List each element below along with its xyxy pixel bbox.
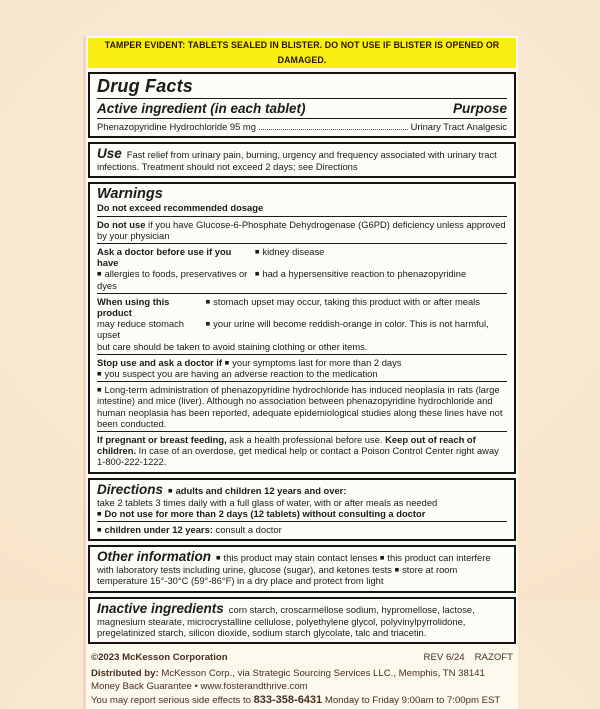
use-heading: Use <box>97 146 122 162</box>
tamper-evident-banner: TAMPER EVIDENT: TABLETS SEALED IN BLISTER. DO NOT USE IF BLISTER IS OPENED OR DAMAGED. <box>88 38 516 68</box>
ask-doctor-block <box>97 246 507 291</box>
inactive-ingredients-heading: Inactive ingredients <box>97 600 224 616</box>
adults-heading <box>168 485 346 496</box>
when-using-item-continuation: but care should be taken to avoid staining clothing or other items. <box>97 340 368 352</box>
ask-doctor-item-text: allergies to foods, preservatives or dyes <box>97 268 248 291</box>
pregnancy-bold: If pregnant or breast feeding, <box>97 434 227 446</box>
bullet-square-icon: ■ <box>97 508 102 518</box>
ingredient-name: Phenazopyridine Hydrochloride 95 mg <box>97 121 256 132</box>
bullet-square-icon: ■ <box>168 485 173 495</box>
children-heading: children under 12 years: <box>104 524 213 536</box>
divider <box>97 118 507 119</box>
purpose-heading: Purpose <box>452 101 507 116</box>
when-using-item-text: stomach upset may occur, taking this product with or after meals <box>213 295 480 307</box>
ask-doctor-item-text: had a hypersensitive reaction to phenazopyridine <box>262 268 467 280</box>
purpose-value: Urinary Tract Analgesic <box>410 121 507 132</box>
directions-paragraph <box>97 482 507 519</box>
side-effects-line <box>91 694 513 708</box>
divider <box>97 293 507 294</box>
drug-facts-header-box <box>88 72 516 138</box>
inactive-ingredients-box <box>88 597 516 644</box>
copyright-text: ©2023 McKesson Corporation <box>91 652 228 664</box>
divider <box>97 216 507 217</box>
inactive-ingredients-text: corn starch, croscarmellose sodium, hypromellose, lactose, magnesium stearate, microcrystalline cellulose, polyethylene glycol, polyvinylpyrrolidone, pregelatinized starch, silicon dioxide, sodium starch glycolate, talc and triacetin. <box>97 603 475 638</box>
use-box <box>88 142 516 178</box>
bullet-square-icon: ■ <box>216 553 221 563</box>
active-ingredient-heading: Active ingredient (in each tablet) <box>97 101 306 116</box>
use-paragraph <box>97 146 507 172</box>
pregnancy-warning <box>97 434 507 468</box>
distributed-by-text: McKesson Corp., via Strategic Sourcing Services LLC., Memphis, TN 38141 <box>158 667 485 679</box>
ask-doctor-item-text: kidney disease <box>262 246 325 258</box>
dotted-leader <box>259 129 408 130</box>
active-ingredient-row <box>97 121 507 132</box>
manufacturer-footer <box>88 651 516 707</box>
warnings-subheading: Do not exceed recommended dosage <box>97 202 264 214</box>
when-using-item <box>206 296 507 318</box>
side-effects-pre: You may report serious side effects to <box>91 694 254 706</box>
bullet-square-icon: ■ <box>254 247 260 257</box>
divider <box>97 381 507 382</box>
divider <box>97 521 507 522</box>
divider <box>97 98 507 99</box>
adults-heading-text: adults and children 12 years and over: <box>175 484 347 496</box>
copyright-row <box>91 651 513 665</box>
pregnancy-text: ask a health professional before use. <box>226 434 386 446</box>
other-information-paragraph <box>97 549 507 586</box>
limit-warning-text: Do not use for more than 2 days (12 tablets) without consulting a doctor <box>104 507 426 519</box>
stop-use-item-text: you suspect you are having an adverse reaction to the medication <box>104 368 378 380</box>
do-not-use-label: Do not use <box>97 218 146 230</box>
bullet-square-icon: ■ <box>97 369 102 379</box>
stop-use-heading: Stop use and ask a doctor if <box>97 356 223 368</box>
stop-use-block <box>97 357 507 379</box>
warnings-box <box>88 182 516 473</box>
other-information-box <box>88 545 516 592</box>
bullet-square-icon: ■ <box>97 385 102 395</box>
bullet-square-icon: ■ <box>379 553 385 563</box>
directions-heading: Directions <box>97 481 164 497</box>
bullet-square-icon: ■ <box>97 269 102 279</box>
guarantee-line: Money Back Guarantee • www.fosterandthrive.com <box>91 681 308 693</box>
bullet-square-icon: ■ <box>97 525 102 535</box>
side-effects-post: Monday to Friday 9:00am to 7:00pm EST <box>322 694 501 706</box>
overdose-text: In case of an overdose, get medical help or contact a Poison Control Center right away 1-800-222-1222. <box>97 445 499 468</box>
other-information-heading: Other information <box>97 549 211 565</box>
product-code: RAZOFT <box>474 652 513 664</box>
bullet-square-icon: ■ <box>224 357 230 367</box>
distributed-by-line <box>91 667 513 681</box>
other-info-item-text: this product may stain contact lenses <box>223 552 378 564</box>
when-using-item-text: your urine will become reddish-orange in color. This is not harmful, <box>213 318 489 330</box>
children-text: consult a doctor <box>212 524 282 536</box>
divider <box>97 431 507 432</box>
warnings-heading: Warnings <box>97 186 163 203</box>
other-info-item-text: store at room temperature 15°-30°C (59°-86°F) in a dry place and protect from light <box>97 564 458 587</box>
ask-doctor-item <box>255 268 507 290</box>
adults-dosage-text: take 2 tablets 3 times daily with a full glass of water, with or after meals as needed <box>97 496 438 508</box>
bullet-square-icon: ■ <box>205 296 211 306</box>
bullet-square-icon: ■ <box>254 269 260 279</box>
other-info-item-text: this product can interfere with laboratory tests including urine, glucose (sugar), and ketones tests <box>97 552 491 576</box>
do-not-use-text: if you have Glucose-6-Phosphate Dehydrogenase (G6PD) deficiency unless approved by your physician <box>97 218 506 241</box>
when-using-heading: When using this product <box>97 295 170 319</box>
inactive-ingredients-paragraph <box>97 601 507 638</box>
revision-text: REV 6/24 <box>423 652 465 664</box>
when-using-heading-cont: may reduce stomach upset <box>97 318 185 341</box>
bullet-square-icon: ■ <box>205 319 211 329</box>
ask-doctor-item <box>255 246 507 268</box>
ask-doctor-item <box>97 268 255 290</box>
revision-block <box>424 651 513 665</box>
do-not-use-paragraph <box>97 219 507 241</box>
divider <box>97 354 507 355</box>
drug-facts-title: Drug Facts <box>97 76 194 96</box>
children-directions <box>97 524 507 535</box>
keep-out-of-reach-bold: Keep out of reach of children. <box>97 434 476 457</box>
active-ingredient-header-row <box>97 101 507 116</box>
long-term-warning <box>97 384 507 429</box>
stop-use-item-text: your symptoms last for more than 2 days <box>232 356 402 368</box>
bullet-square-icon: ■ <box>394 565 400 575</box>
long-term-warning-text: Long-term administration of phenazopyridine hydrochloride has induced neoplasia in rats (large intestine) and mice (liver). Although no association between phenazopyridine hydrochloride and human neoplasia has been reported, adequate epidemiological studies along these lines have not been conducted. <box>97 384 503 429</box>
limit-warning <box>97 508 425 519</box>
when-using-block <box>97 296 507 341</box>
ask-doctor-heading: Ask a doctor before use if you have <box>97 246 232 269</box>
divider <box>97 243 507 244</box>
side-effects-phone: 833-358-6431 <box>253 693 323 706</box>
use-text: Fast relief from urinary pain, burning, urgency and frequency associated with urinary tract infections. Treatment should not exceed 2 days; see Directions <box>97 149 497 173</box>
directions-box <box>88 478 516 542</box>
when-using-item <box>206 318 507 340</box>
distributed-by-label: Distributed by: <box>91 667 159 679</box>
drug-facts-label-sheet <box>86 36 518 709</box>
